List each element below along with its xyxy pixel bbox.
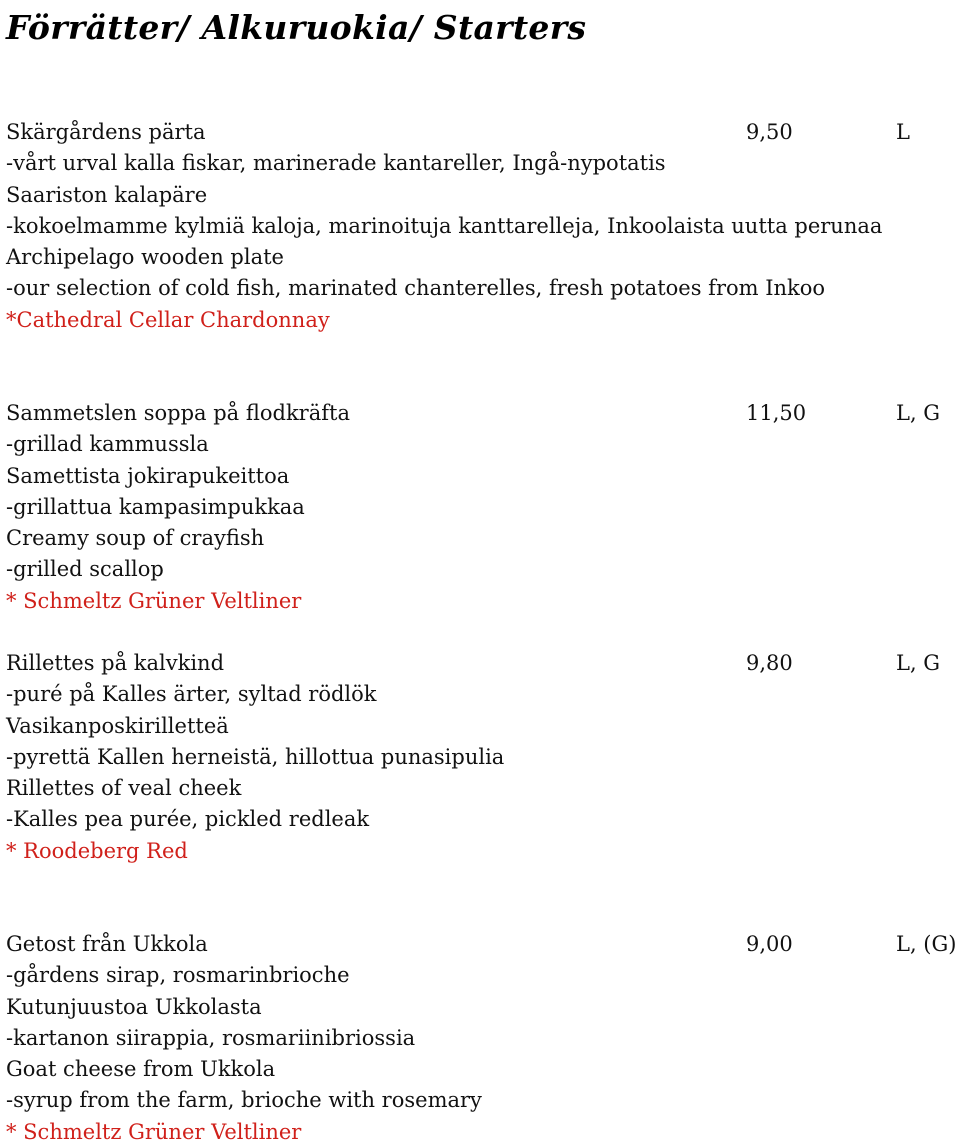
item-name-sv: Sammetslen soppa på flodkräfta — [6, 401, 350, 425]
item-price: 9,50 — [746, 120, 793, 144]
item-desc-en: -syrup from the farm, brioche with rosemary — [6, 1088, 482, 1113]
menu-item — [6, 648, 960, 867]
item-name-en: Creamy soup of crayfish — [6, 526, 265, 551]
item-desc-sv: -puré på Kalles ärter, syltad rödlök — [6, 682, 377, 707]
menu-item — [6, 398, 960, 617]
item-diet-label: L, G — [896, 651, 941, 675]
item-desc-en: -Kalles pea purée, pickled redleak — [6, 807, 370, 832]
item-price: 11,50 — [746, 401, 807, 425]
item-desc-fi: -kartanon siirappia, rosmariinibriossia — [6, 1025, 416, 1050]
menu-item — [6, 117, 960, 336]
wine-pairing: * Roodeberg Red — [6, 838, 188, 863]
item-header-row — [6, 648, 960, 679]
item-desc-sv: -gårdens sirap, rosmarinbrioche — [6, 963, 350, 988]
item-desc-fi: -grillattua kampasimpukkaa — [6, 494, 305, 519]
item-header-row — [6, 929, 960, 960]
item-desc-fi: -kokoelmamme kylmiä kaloja, marinoituja kanttarelleja, Inkoolaista uutta perunaa — [6, 213, 883, 238]
item-desc-sv: -grillad kammussla — [6, 432, 209, 457]
item-name-sv: Getost från Ukkola — [6, 932, 208, 956]
item-name-sv: Rillettes på kalvkind — [6, 651, 225, 675]
item-diet-label: L — [896, 120, 910, 144]
wine-pairing: * Schmeltz Grüner Veltliner — [6, 588, 302, 613]
item-name-fi: Kutunjuustoa Ukkolasta — [6, 994, 262, 1019]
item-name-en: Goat cheese from Ukkola — [6, 1057, 276, 1082]
item-desc-sv: -vårt urval kalla fiskar, marinerade kantareller, Ingå-nypotatis — [6, 151, 666, 176]
item-price: 9,00 — [746, 932, 793, 956]
item-name-en: Rillettes of veal cheek — [6, 776, 242, 801]
item-price: 9,80 — [746, 651, 793, 675]
section-heading: Förrätter/ Alkuruokia/ Starters — [6, 8, 587, 47]
item-desc-en: -our selection of cold fish, marinated chanterelles, fresh potatoes from Inkoo — [6, 276, 826, 301]
wine-pairing: *Cathedral Cellar Chardonnay — [6, 307, 330, 332]
item-name-en: Archipelago wooden plate — [6, 245, 284, 270]
item-name-fi: Saariston kalapäre — [6, 182, 208, 207]
item-diet-label: L, G — [896, 401, 941, 425]
item-header-row — [6, 117, 960, 148]
item-diet-label: L, (G) — [896, 932, 957, 956]
item-desc-en: -grilled scallop — [6, 557, 164, 582]
item-name-fi: Samettista jokirapukeittoa — [6, 463, 290, 488]
item-desc-fi: -pyrettä Kallen herneistä, hillottua punasipulia — [6, 744, 505, 769]
item-name-sv: Skärgårdens pärta — [6, 120, 206, 144]
item-header-row — [6, 398, 960, 429]
menu-item — [6, 929, 960, 1148]
item-name-fi: Vasikanposkirilletteä — [6, 713, 229, 738]
wine-pairing: * Schmeltz Grüner Veltliner — [6, 1119, 302, 1144]
